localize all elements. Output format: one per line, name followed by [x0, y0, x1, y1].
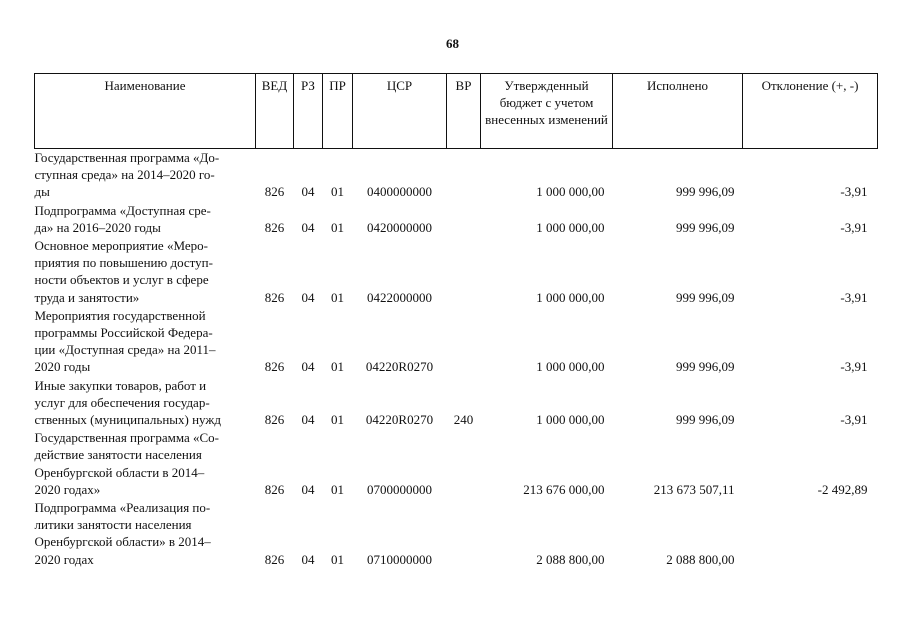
cell-deviation: -3,91 — [840, 289, 868, 305]
row-name-line: приятия по повышению доступ- — [34, 255, 213, 271]
cell-deviation: -3,91 — [840, 412, 868, 428]
cell-deviation: -3,91 — [840, 184, 868, 200]
table-row — [35, 237, 878, 307]
row-name — [35, 149, 256, 202]
cell-executed: 999 996,09 — [676, 289, 735, 305]
row-name-line: ственных (муниципальных) нужд — [34, 412, 221, 428]
budget-table — [34, 73, 878, 569]
header-executed: Исполнено — [613, 74, 743, 149]
cell-executed: 213 673 507,11 — [653, 481, 735, 497]
row-name-line: Иные закупки товаров, работ и — [34, 377, 207, 393]
row-name-line: Подпрограмма «Реализация по- — [34, 500, 211, 516]
row-name-line: труда и занятости» — [34, 289, 140, 305]
cell-rz: 04 — [301, 359, 315, 375]
row-name — [35, 237, 256, 307]
row-name — [35, 429, 256, 499]
header-pr: ПР — [323, 74, 353, 149]
cell-csr: 0710000000 — [367, 551, 432, 567]
table-row — [35, 149, 878, 202]
cell-rz: 04 — [301, 219, 315, 235]
cell-pr: 01 — [331, 551, 344, 567]
cell-csr: 04220R0270 — [365, 359, 434, 375]
cell-rz: 04 — [301, 551, 315, 567]
cell-csr: 0422000000 — [367, 289, 432, 305]
header-deviation: Отклонение (+, -) — [743, 74, 878, 149]
row-name-line: программы Российской Федера- — [34, 325, 213, 341]
row-name-line: Государственная программа «Со- — [34, 430, 220, 446]
header-budget: Утвержденный бюджет с учетом внесенных изменений — [481, 74, 613, 149]
cell-ved: 826 — [264, 412, 285, 428]
cell-csr: 0420000000 — [367, 219, 432, 235]
row-name — [35, 499, 256, 569]
cell-vr — [447, 237, 481, 307]
cell-budget: 1 000 000,00 — [536, 184, 605, 200]
cell-pr: 01 — [331, 412, 344, 428]
row-name-line: Оренбургской области» в 2014– — [34, 534, 211, 550]
cell-vr: 240 — [453, 412, 474, 428]
cell-csr: 0700000000 — [367, 481, 432, 497]
table-row — [35, 202, 878, 237]
cell-budget: 1 000 000,00 — [536, 289, 605, 305]
cell-budget: 2 088 800,00 — [536, 551, 605, 567]
row-name-line: ности объектов и услуг в сфере — [34, 272, 209, 288]
cell-budget: 213 676 000,00 — [523, 481, 605, 497]
row-name — [35, 202, 256, 237]
row-name-line: 2020 годы — [34, 359, 91, 375]
cell-ved: 826 — [264, 184, 285, 200]
cell-executed: 999 996,09 — [676, 184, 735, 200]
cell-executed: 2 088 800,00 — [666, 551, 735, 567]
row-name-line: Подпрограмма «Доступная сре- — [34, 202, 211, 218]
row-name-line: ды — [34, 184, 50, 200]
cell-csr: 0400000000 — [367, 184, 432, 200]
table-body — [35, 149, 878, 569]
row-name-line: услуг для обеспечения государ- — [34, 394, 210, 410]
cell-ved: 826 — [264, 359, 285, 375]
page-number: 68 — [446, 36, 459, 51]
row-name-line: Мероприятия государственной — [34, 307, 206, 323]
header-name: Наименование — [35, 74, 256, 149]
cell-ved: 826 — [264, 551, 285, 567]
cell-pr: 01 — [331, 481, 344, 497]
row-name-line: Основное мероприятие «Меро- — [34, 238, 208, 254]
table-row — [35, 377, 878, 430]
cell-executed: 999 996,09 — [676, 412, 735, 428]
cell-rz: 04 — [301, 184, 315, 200]
cell-executed: 999 996,09 — [676, 219, 735, 235]
cell-csr: 04220R0270 — [365, 412, 434, 428]
table-row — [35, 307, 878, 377]
cell-executed: 999 996,09 — [676, 359, 735, 375]
row-name-line: да» на 2016–2020 годы — [34, 219, 161, 235]
cell-vr — [447, 499, 481, 569]
table-row — [35, 499, 878, 569]
row-name-line: действие занятости населения — [34, 447, 202, 463]
row-name-line: 2020 годах» — [34, 481, 101, 497]
cell-pr: 01 — [331, 359, 344, 375]
cell-pr: 01 — [331, 184, 344, 200]
row-name-line: Государственная программа «До- — [34, 150, 220, 165]
header-vr: ВР — [447, 74, 481, 149]
cell-rz: 04 — [301, 289, 315, 305]
cell-rz: 04 — [301, 481, 315, 497]
row-name — [35, 377, 256, 430]
cell-budget: 1 000 000,00 — [536, 359, 605, 375]
table-header — [35, 74, 878, 149]
row-name-line: Оренбургской области в 2014– — [34, 464, 205, 480]
cell-deviation: -3,91 — [840, 359, 868, 375]
row-name-line: 2020 годах — [34, 551, 94, 567]
cell-rz: 04 — [301, 412, 315, 428]
cell-pr: 01 — [331, 219, 344, 235]
cell-ved: 826 — [264, 481, 285, 497]
cell-budget: 1 000 000,00 — [536, 412, 605, 428]
cell-vr — [447, 429, 481, 499]
header-csr: ЦСР — [353, 74, 447, 149]
row-name-line: литики занятости населения — [34, 517, 192, 533]
cell-budget: 1 000 000,00 — [536, 219, 605, 235]
row-name — [35, 307, 256, 377]
cell-deviation: -2 492,89 — [817, 481, 868, 497]
table-row — [35, 429, 878, 499]
cell-ved: 826 — [264, 289, 285, 305]
row-name-line: ции «Доступная среда» на 2011– — [34, 342, 216, 358]
cell-deviation: -3,91 — [840, 219, 868, 235]
cell-vr — [447, 307, 481, 377]
header-rz: РЗ — [294, 74, 323, 149]
cell-vr — [447, 149, 481, 202]
cell-pr: 01 — [331, 289, 344, 305]
row-name-line: ступная среда» на 2014–2020 го- — [34, 167, 215, 183]
cell-deviation — [743, 499, 878, 569]
cell-vr — [447, 202, 481, 237]
cell-ved: 826 — [264, 219, 285, 235]
header-ved: ВЕД — [256, 74, 294, 149]
